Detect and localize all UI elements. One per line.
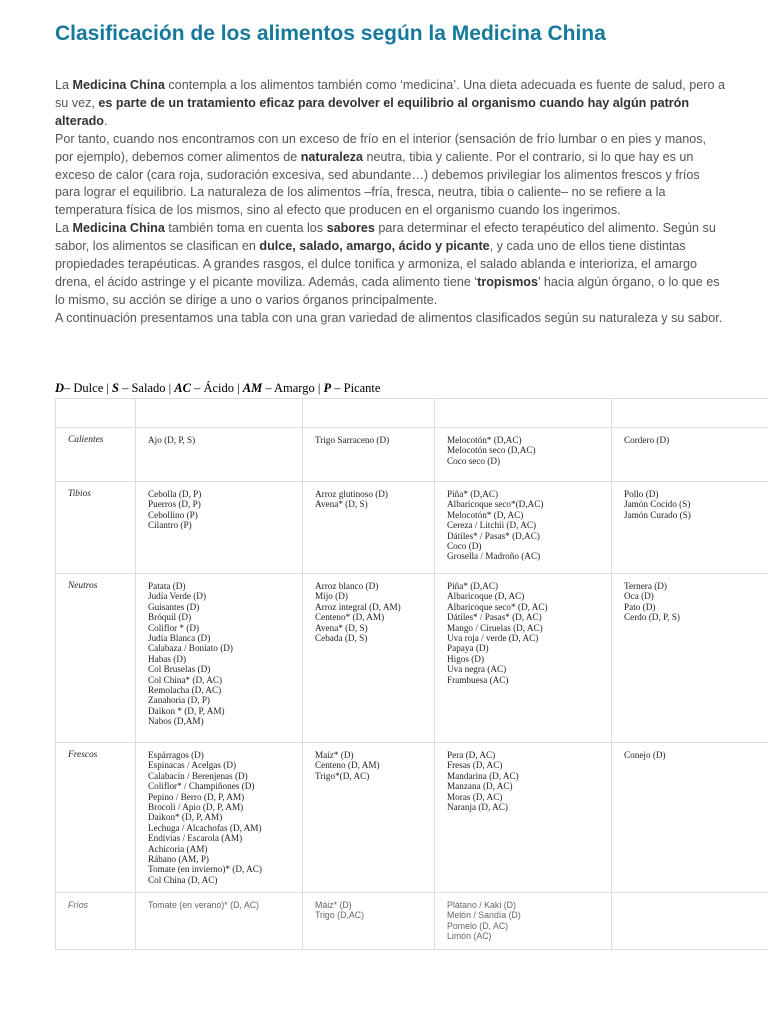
food-item: Papaya (D) <box>447 643 489 654</box>
bold-text: tropismos <box>477 274 539 289</box>
food-item: Calabaza / Boniato (D) <box>148 643 233 654</box>
food-item: Frambuesa (AC) <box>447 674 509 685</box>
food-item: Bróquil (D) <box>148 612 192 623</box>
category-cell: Fríos <box>56 893 136 950</box>
category-cell: Frescos <box>56 743 136 893</box>
table-row <box>56 893 768 950</box>
food-item: Cilantro (P) <box>148 520 192 531</box>
food-item: Plátano / Kaki (D) <box>447 900 516 911</box>
food-item: Oca (D) <box>624 591 654 602</box>
food-list-cell <box>136 482 303 574</box>
food-item: Remolacha (D, AC) <box>148 685 222 696</box>
legend-key: AC <box>174 381 191 395</box>
food-list-cell <box>612 893 768 950</box>
food-item: Cebolla (D, P) <box>148 489 202 499</box>
food-item: Brocoli / Apio (D, P, AM) <box>148 802 244 813</box>
text-run: . <box>104 113 108 128</box>
text-run: neutra, tibia y caliente. Por el contrario, si lo que hay es un exceso de calor (cara roja, sudoración excesiva, sed abundante…) debemos privilegiar los alimentos frescos y fríos para lograr el equilibrio. La naturaleza de los alimentos –fría, fresca, neutra, tibia o caliente– no se refiere a la temperatura física de los mismos, sino al efecto que producen en el organismo cuando los ingerimos. <box>55 149 700 218</box>
intro-paragraph-3 <box>55 220 727 310</box>
food-item: Habas (D) <box>148 653 187 664</box>
text-run: contempla a los alimentos también como ‘medicina’. Una dieta adecuada es fuente de salud, pero a su vez, <box>55 78 725 110</box>
category-cell: Calientes <box>56 428 136 482</box>
food-list-cell <box>435 428 612 482</box>
table-cell <box>56 399 136 428</box>
food-item: Uva roja / verde (D, AC) <box>447 633 539 644</box>
food-item: Centeno* (D, AM) <box>315 612 385 623</box>
bold-text: es parte de un tratamiento eficaz para devolver el equilibrio al organismo cuando hay algún patrón alterado <box>55 95 690 128</box>
legend-key: P <box>323 381 332 395</box>
food-classification-table <box>55 398 768 950</box>
food-item: Jamón Cocido (S) <box>624 499 691 510</box>
food-list-cell <box>136 428 303 482</box>
food-item: Pomelo (D, AC) <box>447 920 509 931</box>
food-item: Arroz blanco (D) <box>315 581 379 591</box>
food-item: Arroz integral (D, AM) <box>315 601 401 612</box>
table-row <box>56 428 768 482</box>
food-item: Espárragos (D) <box>148 750 204 760</box>
food-item: Melocotón* (D, AC) <box>447 509 524 520</box>
food-list-cell <box>303 893 435 950</box>
food-item: Achicoria (AM) <box>148 843 208 854</box>
table-cell <box>136 399 303 428</box>
food-item: Coliflor * (D) <box>148 622 200 633</box>
food-item: Maíz* (D) <box>315 750 354 760</box>
food-item: Tomate (en invierno)* (D, AC) <box>148 864 262 875</box>
text-run: , y cada uno de ellos tiene distintas propiedades terapéuticas. A grandes rasgos, el dulce tonifica y armoniza, el salado ablanda e interioriza, el amargo drena, el ácido astringe y el picante moviliza. Además, cada alimento tiene ‘ <box>55 239 697 289</box>
food-item: Coliflor* / Champiñones (D) <box>148 781 255 792</box>
food-item: Moras (D, AC) <box>447 791 503 802</box>
food-item: Coco (D) <box>447 541 482 552</box>
food-item: Manzana (D, AC) <box>447 781 513 792</box>
table-row <box>56 743 768 893</box>
text-run: también toma en cuenta los <box>164 221 327 236</box>
food-item: Cereza / Litchii (D, AC) <box>447 520 537 531</box>
table-cell <box>435 399 612 428</box>
category-cell: Tibios <box>56 482 136 574</box>
food-item: Ternera (D) <box>624 581 667 591</box>
food-list-cell <box>136 574 303 743</box>
legend-key: S <box>112 381 119 395</box>
food-item: Col Bruselas (D) <box>148 664 211 675</box>
legend-key: D <box>55 381 65 395</box>
food-list-cell <box>612 574 768 743</box>
food-item: Jamón Curado (S) <box>624 509 691 520</box>
text-run: Por tanto, cuando nos encontramos con un exceso de frío en el interior (sensación de frío lumbar o en pies y manos, por ejemplo), debemos comer alimentos de <box>55 131 707 164</box>
legend-text: – Picante <box>331 381 381 395</box>
food-list-cell <box>435 743 612 893</box>
text-run: La <box>55 221 73 236</box>
intro-paragraph-4: A continuación presentamos una tabla con una gran variedad de alimentos clasificados según su naturaleza y su sabor. <box>55 310 723 325</box>
food-item: Trigo (D,AC) <box>315 910 365 921</box>
food-item: Fresas (D, AC) <box>447 760 503 771</box>
food-item: Trigo*(D, AC) <box>315 770 370 781</box>
food-list-cell <box>435 893 612 950</box>
food-item: Calabacín / Berenjenas (D) <box>148 770 248 781</box>
food-list-cell <box>435 482 612 574</box>
food-item: Cerdo (D, P, S) <box>624 612 680 623</box>
food-item: Centeno (D, AM) <box>315 760 380 771</box>
food-item: Col China (D, AC) <box>148 874 218 885</box>
food-item: Cebada (D, S) <box>315 633 368 644</box>
food-list-cell <box>136 893 303 950</box>
food-item: Melocotón seco (D,AC) <box>447 445 536 456</box>
food-item: Mijo (D) <box>315 591 348 602</box>
food-item: Puerros (D, P) <box>148 499 201 510</box>
legend-text: – Salado | <box>118 381 175 395</box>
food-list-cell <box>612 428 768 482</box>
food-list-cell <box>612 482 768 574</box>
intro-paragraph-1 <box>55 77 727 131</box>
category-cell: Neutros <box>56 574 136 743</box>
food-item: Arroz glutinoso (D) <box>315 489 388 499</box>
text-run: La <box>55 78 73 92</box>
intro-paragraph-2 <box>55 131 727 221</box>
food-item: Albaricoque seco* (D, AC) <box>447 601 548 612</box>
bold-text: Medicina China <box>72 221 165 236</box>
food-item: Pera (D, AC) <box>447 750 496 760</box>
food-item: Daikon * (D, P, AM) <box>148 705 225 716</box>
food-item: Col China* (D, AC) <box>148 674 223 685</box>
table-header-row <box>56 399 768 428</box>
food-item: Dátiles* / Pasas* (D, AC) <box>447 612 542 623</box>
food-item: Dátiles* / Pasas* (D,AC) <box>447 530 540 541</box>
bold-text: dulce, salado, amargo, ácido y picante <box>259 239 490 254</box>
food-item: Albaricoque (D, AC) <box>447 591 525 602</box>
food-item: Conejo (D) <box>624 750 666 760</box>
food-item: Melón / Sandía (D) <box>447 910 521 921</box>
food-item: Endivias / Escarola (AM) <box>148 833 243 844</box>
food-item: Higos (D) <box>447 653 485 664</box>
food-item: Melocotón* (D,AC) <box>447 435 522 445</box>
food-list-cell <box>303 743 435 893</box>
food-item: Avena* (D, S) <box>315 499 368 510</box>
food-item: Nabos (D,AM) <box>148 716 204 727</box>
table-cell <box>303 399 435 428</box>
food-list-cell <box>612 743 768 893</box>
food-item: Mango / Ciruelas (D, AC) <box>447 622 543 633</box>
food-list-cell <box>435 574 612 743</box>
food-item: Uva negra (AC) <box>447 664 507 675</box>
food-item: Patata (D) <box>148 581 186 591</box>
food-item: Lechuga / Alcachofas (D, AM) <box>148 822 262 833</box>
food-item: Guisantes (D) <box>148 601 200 612</box>
bold-text: naturaleza <box>300 149 363 164</box>
food-list-cell <box>303 482 435 574</box>
bold-text: Medicina China <box>72 78 165 92</box>
food-item: Pepino / Berro (D, P, AM) <box>148 791 245 802</box>
food-item: Limón (AC) <box>447 930 492 941</box>
food-item: Pollo (D) <box>624 489 659 499</box>
flavor-legend <box>55 381 380 396</box>
table-row <box>56 482 768 574</box>
food-item: Grosella / Madroño (AC) <box>447 551 541 562</box>
food-item: Avena* (D, S) <box>315 622 368 633</box>
food-item: Cordero (D) <box>624 435 670 445</box>
food-item: Albaricoque seco*(D,AC) <box>447 499 544 510</box>
food-list-cell <box>303 574 435 743</box>
legend-key: AM <box>242 381 263 395</box>
intro-text <box>55 77 727 328</box>
text-run: ’ hacia algún órgano, o lo que es lo mismo, su acción se dirige a uno o varios órganos principalmente. <box>55 274 720 307</box>
food-item: Coco seco (D) <box>447 455 501 466</box>
text-run: para determinar el efecto terapéutico del alimento. Según su sabor, los alimentos se clasifican en <box>55 221 716 254</box>
food-item: Espinacas / Acelgas (D) <box>148 760 237 771</box>
table-cell <box>612 399 768 428</box>
page-title: Clasificación de los alimentos según la Medicina China <box>55 22 606 45</box>
food-item: Piña* (D,AC) <box>447 581 499 591</box>
food-item: Pato (D) <box>624 601 656 612</box>
food-item: Mandarina (D, AC) <box>447 770 519 781</box>
food-item: Judía Blanca (D) <box>148 633 211 644</box>
food-item: Daikon* (D, P, AM) <box>148 812 223 823</box>
food-item: Rábano (AM, P) <box>148 854 209 865</box>
food-item: Zanahoria (D, P) <box>148 695 210 706</box>
food-item: Judía Verde (D) <box>148 591 206 602</box>
food-item: Piña* (D,AC) <box>447 489 499 499</box>
legend-text: – Ácido | <box>190 381 243 395</box>
food-list-cell <box>136 743 303 893</box>
legend-text: – Dulce | <box>64 381 113 395</box>
bold-text: sabores <box>326 221 375 236</box>
food-list-cell <box>303 428 435 482</box>
food-item: Tomate (en verano)* (D, AC) <box>148 900 259 911</box>
food-item: Máiz* (D) <box>315 900 352 911</box>
food-item: Cebollino (P) <box>148 509 198 520</box>
food-item: Naranja (D, AC) <box>447 802 508 813</box>
table-row <box>56 574 768 743</box>
food-item: Trigo Sarraceno (D) <box>315 435 390 445</box>
food-item: Ajo (D, P, S) <box>148 435 196 445</box>
legend-text: – Amargo | <box>262 381 324 395</box>
